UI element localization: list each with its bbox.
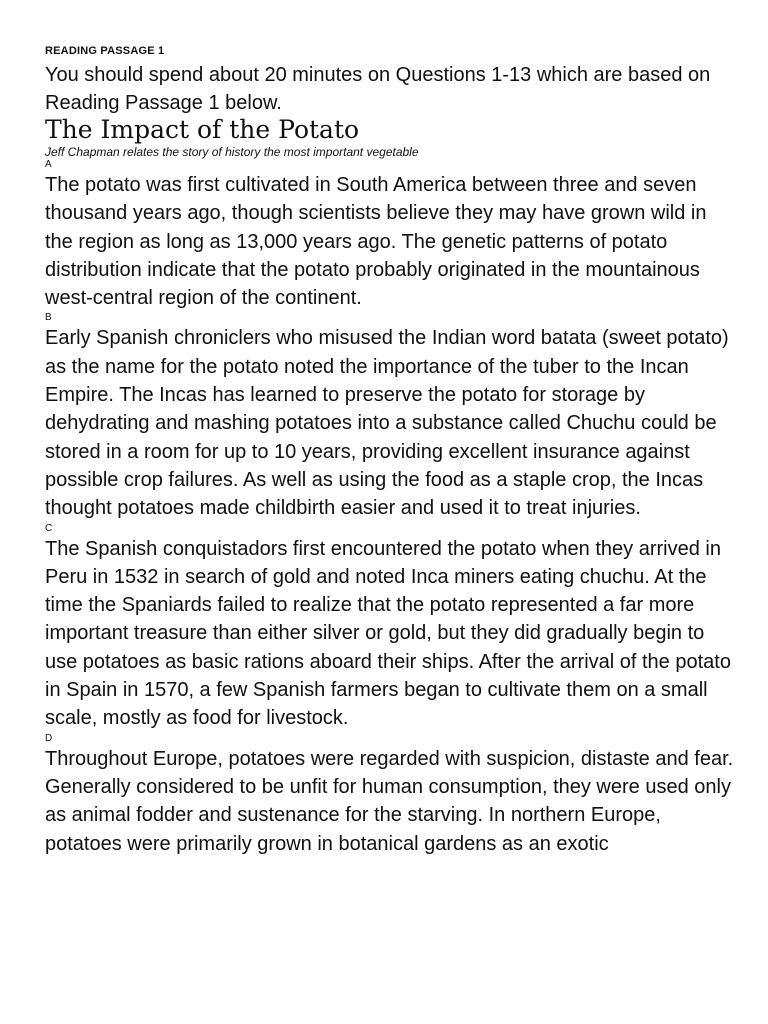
- paragraph-letter: A: [45, 159, 52, 170]
- paragraph-d: [45, 733, 735, 858]
- paragraph-b: [45, 312, 735, 522]
- paragraph-c: [45, 523, 735, 733]
- reading-passage-page: [45, 44, 735, 858]
- paragraph-letter: C: [45, 522, 53, 534]
- paragraph-text: The Spanish conquistadors first encountered the potato when they arrived in Peru in 1532 in search of gold and noted Inca miners eating chuchu. At the time the Spaniards failed to realize that the potato represented a far more important treasure than either silver or gold, but they did gradually begin to use potatoes as basic rations aboard their ships. After the arrival of the potato in Spain in 1570, a few Spanish farmers began to cultivate them on a small scale, mostly as food for livestock.: [45, 537, 731, 730]
- paragraph-text: The potato was first cultivated in South America between three and seven thousand years ago, though scientists believe they may have grown wild in the region as long as 13,000 years ago. The genetic patterns of potato distribution indicate that the potato probably originated in the mountainous west-central region of the continent.: [45, 174, 707, 310]
- paragraph-text: Throughout Europe, potatoes were regarded with suspicion, distaste and fear. Generally considered to be unfit for human consumption, they were used only as animal fodder and sustenance for the starving. In northern Europe, potatoes were primarily grown in botanical gardens as an exotic: [45, 747, 734, 855]
- paragraph-text: Early Spanish chroniclers who misused the Indian word batata (sweet potato) as the name for the potato noted the importance of the tuber to the Incan Empire. The Incas has learned to preserve the potato for storage by dehydrating and mashing potatoes into a substance called Chuchu could be stored in a room for up to 10 years, providing excellent insurance against possible crop failures. As well as using the food as a staple crop, the Incas thought potatoes made childbirth easier and used it to treat injuries.: [45, 327, 729, 520]
- section-label: READING PASSAGE 1: [45, 45, 165, 57]
- article-subtitle: Jeff Chapman relates the story of history the most important vegetable: [45, 145, 419, 159]
- paragraph-letter: D: [45, 732, 53, 744]
- paragraph-letter: B: [45, 312, 52, 324]
- article-title: The Impact of the Potato: [45, 115, 360, 144]
- instructions-text: You should spend about 20 minutes on Questions 1-13 which are based on Reading Passage 1 below.: [45, 64, 711, 114]
- paragraph-a: [45, 159, 735, 312]
